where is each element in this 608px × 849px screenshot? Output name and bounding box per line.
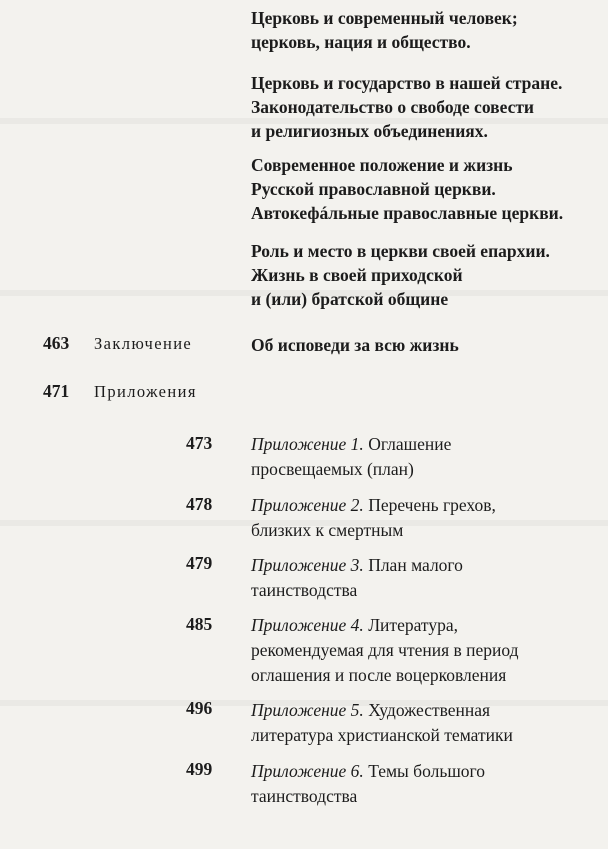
topic-line: Русской православной церкви.: [251, 179, 496, 199]
appendix-page-number: 479: [186, 553, 213, 573]
topic-line: церковь, нация и общество.: [251, 32, 471, 52]
topic-line: Роль и место в церкви своей епархии.: [251, 241, 550, 261]
appendix-title-line: Художественная: [368, 700, 491, 720]
appendix-label: Приложение 6.: [251, 761, 364, 781]
appendices-page-number: 471: [43, 381, 70, 401]
appendix-label: Приложение 1.: [251, 434, 364, 454]
topic-line: Законодательство о свободе совести: [251, 97, 535, 117]
appendix-label: Приложение 5.: [251, 700, 364, 720]
appendix-page-number: 496: [186, 698, 213, 718]
conclusion-topic: [251, 333, 596, 357]
appendix-title-line: Перечень грехов,: [368, 495, 496, 515]
appendix-page-number: 499: [186, 759, 213, 779]
appendix-entry: [251, 493, 596, 543]
appendix-title-line: План малого: [368, 555, 463, 575]
appendix-title-line: таинстводства: [251, 580, 358, 600]
topic-block-3: [251, 153, 596, 225]
appendix-entry: [251, 759, 596, 809]
appendix-title-line: литература христианской тематики: [251, 725, 513, 745]
appendix-title-line: оглашения и после воцерковления: [251, 665, 507, 685]
appendices-title: Приложения: [94, 382, 197, 401]
appendix-page-number: 485: [186, 614, 213, 634]
appendix-entry: [251, 432, 596, 482]
appendix-title-line: близких к смертным: [251, 520, 404, 540]
appendix-title-line: Темы большого: [368, 761, 486, 781]
appendix-label: Приложение 3.: [251, 555, 364, 575]
topic-line: и (или) братской общине: [251, 289, 449, 309]
appendix-entry: [251, 613, 596, 688]
topic-line: Церковь и государство в нашей стране.: [251, 73, 563, 93]
conclusion-page-number: 463: [43, 333, 70, 353]
appendix-title-line: таинстводства: [251, 786, 358, 806]
appendix-page-number: 473: [186, 433, 213, 453]
topic-block-1: [251, 6, 596, 54]
conclusion-title: Заключение: [94, 334, 193, 353]
topic-line: Современное положение и жизнь: [251, 155, 513, 175]
appendix-page-number: 478: [186, 494, 213, 514]
topic-line: Жизнь в своей приходской: [251, 265, 463, 285]
appendix-title-line: рекомендуемая для чтения в период: [251, 640, 519, 660]
topic-block-2: [251, 71, 596, 143]
topic-line: Об исповеди за всю жизнь: [251, 335, 459, 355]
appendix-title-line: Литература,: [368, 615, 458, 635]
appendix-entry: [251, 698, 596, 748]
topic-line: Автокефáльные православные церкви.: [251, 203, 564, 223]
topic-line: Церковь и современный человек;: [251, 8, 518, 28]
topic-block-4: [251, 239, 596, 311]
appendix-label: Приложение 2.: [251, 495, 364, 515]
appendix-title-line: просвещаемых (план): [251, 459, 414, 479]
appendix-title-line: Оглашение: [368, 434, 452, 454]
topic-line: и религиозных объединениях.: [251, 121, 488, 141]
appendix-label: Приложение 4.: [251, 615, 364, 635]
appendix-entry: [251, 553, 596, 603]
